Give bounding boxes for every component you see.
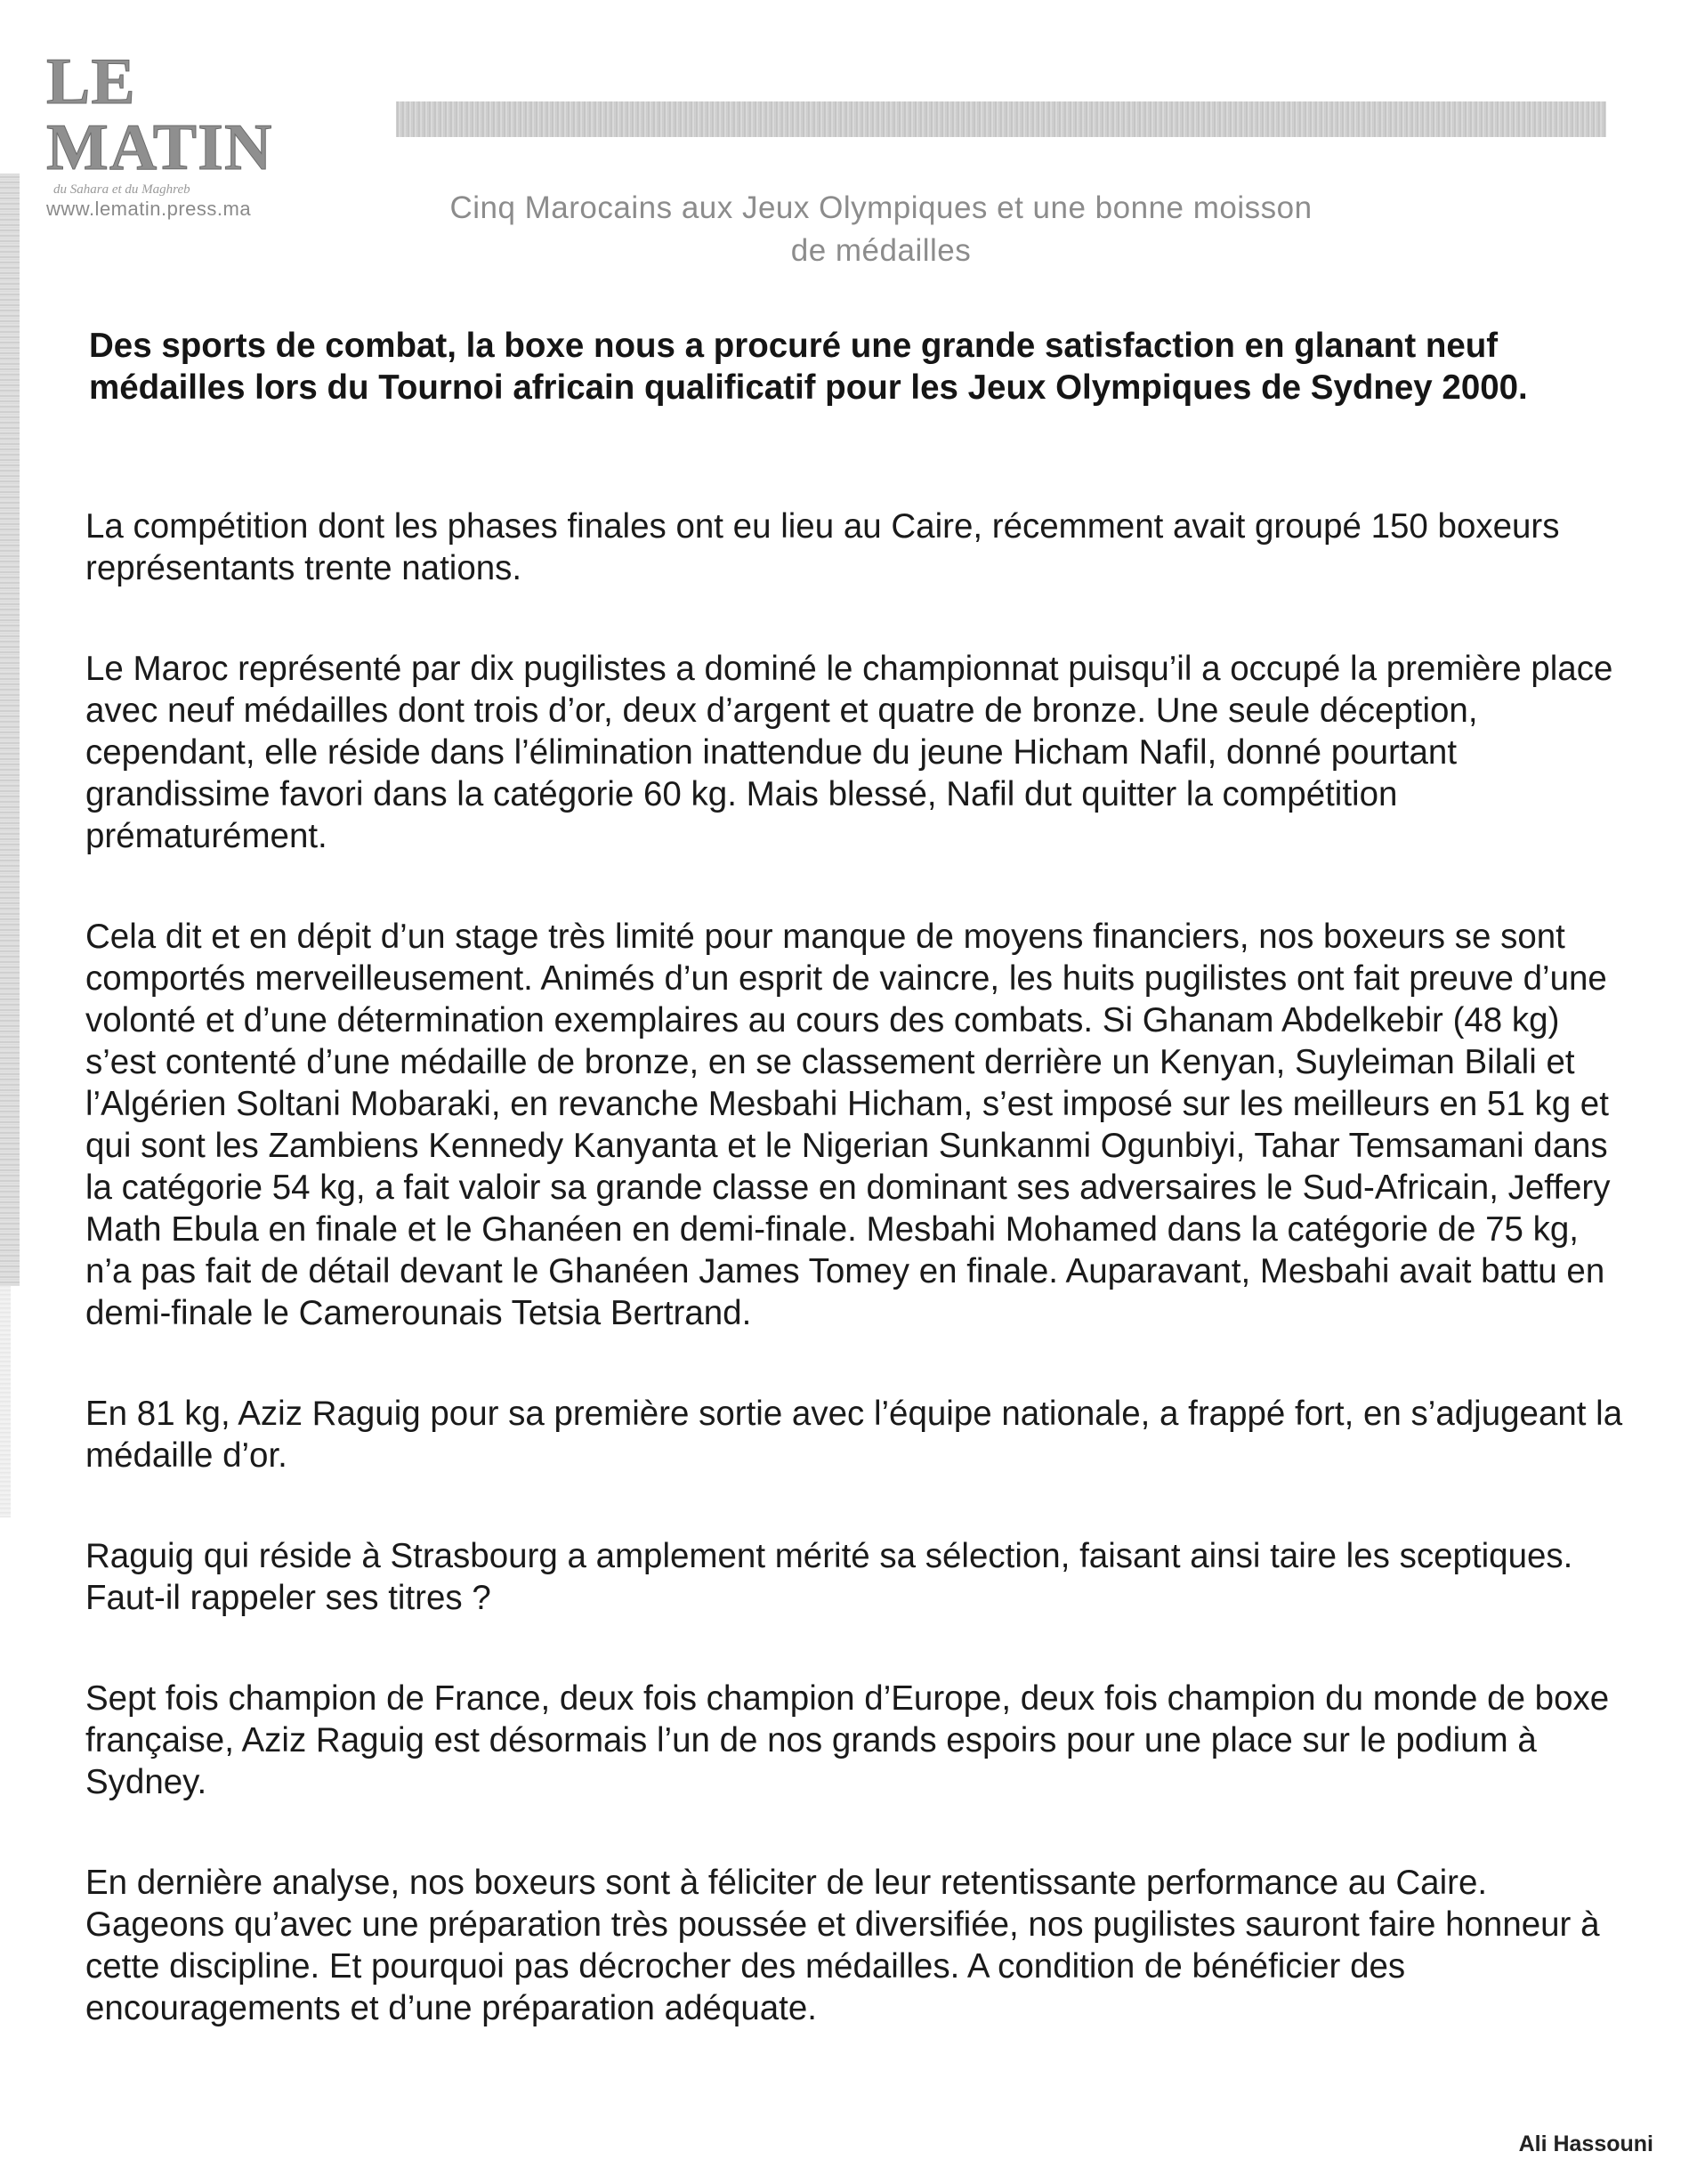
paragraph-5: Raguig qui réside à Strasbourg a amplement mérité sa sélection, faisant ainsi taire les sceptiques. Faut-il rappeler ses titres ? (85, 1537, 1573, 1617)
article-body (85, 506, 1634, 2088)
article-lede: Des sports de combat, la boxe nous a procuré une grande satisfaction en glanant neuf médailles lors du Tournoi africain qualificatif pour les Jeux Olympiques de Sydney 2000. (89, 327, 1528, 407)
article-headline (267, 187, 1495, 272)
paragraph-7: En dernière analyse, nos boxeurs sont à féliciter de leur retentissante performance au Caire. Gageons qu’avec une préparation très poussée et diversifiée, nos pugilistes sauront faire honneur à cette discipline. Et pourquoi pas décrocher des médailles. A condition de bénéficier des encouragements et d’une préparation adéquate. (85, 1864, 1600, 2027)
paragraph-2: Le Maroc représenté par dix pugilistes a dominé le championnat puisqu’il a occupé la première place avec neuf médailles dont trois d’or, deux d’argent et quatre de bronze. Une seule déception, cependant, elle réside dans l’élimination inattendue du jeune Hicham Nafil, donné pourtant grandissime favori dans la catégorie 60 kg. Mais blessé, Nafil dut quitter la compétition prématurément. (85, 650, 1613, 855)
headline-line-2: de médailles (790, 233, 972, 268)
masthead-rule (396, 101, 1606, 137)
paragraph-6: Sept fois champion de France, deux fois champion d’Europe, deux fois champion du monde de boxe française, Aziz Raguig est désormais l’un de nos grands espoirs pour une place sur le podium à Sydney. (85, 1679, 1610, 1801)
headline-line-1: Cinq Marocains aux Jeux Olympiques et une bonne moisson (449, 190, 1313, 225)
newspaper-url: www.lematin.press.ma (46, 198, 252, 220)
newspaper-tagline: du Sahara et du Maghreb (53, 182, 190, 197)
author-signature: Ali Hassouni (1518, 2131, 1653, 2156)
scan-edge-shading-lower (0, 1286, 11, 1517)
scan-edge-shading (0, 174, 20, 1286)
paragraph-4: En 81 kg, Aziz Raguig pour sa première sortie avec l’équipe nationale, a frappé fort, en s’adjugeant la médaille d’or. (85, 1395, 1623, 1475)
newspaper-logo: LE MATIN (46, 45, 273, 184)
paragraph-3: Cela dit et en dépit d’un stage très limité pour manque de moyens financiers, nos boxeurs se sont comportés merveilleusement. Animés d’un esprit de vaincre, les huits pugilistes ont fait preuve d’une volonté et d’une détermination exemplaires au cours des combats. Si Ghanam Abdelkebir (48 kg) s’est contenté d’une médaille de bronze, en se classement derrière un Kenyan, Suyleiman Bilali et l’Algérien Soltani Mobaraki, en revanche Mesbahi Hicham, s’est imposé sur les meilleurs en 51 kg et qui sont les Zambiens Kennedy Kanyanta et le Nigerian Sunkanmi Ogunbiyi, Tahar Temsamani dans la catégorie 54 kg, a fait valoir sa grande classe en dominant ses adversaires le Sud-Africain, Jeffery Math Ebula en finale et le Ghanéen en demi-finale. Mesbahi Mohamed dans la catégorie de 75 kg, n’a pas fait de détail devant le Ghanéen James Tomey en finale. Auparavant, Mesbahi avait battu en demi-finale le Camerounais Tetsia Bertrand. (85, 918, 1611, 1332)
paragraph-1: La compétition dont les phases finales ont eu lieu au Caire, récemment avait groupé 150 boxeurs représentants trente nations. (85, 507, 1560, 587)
